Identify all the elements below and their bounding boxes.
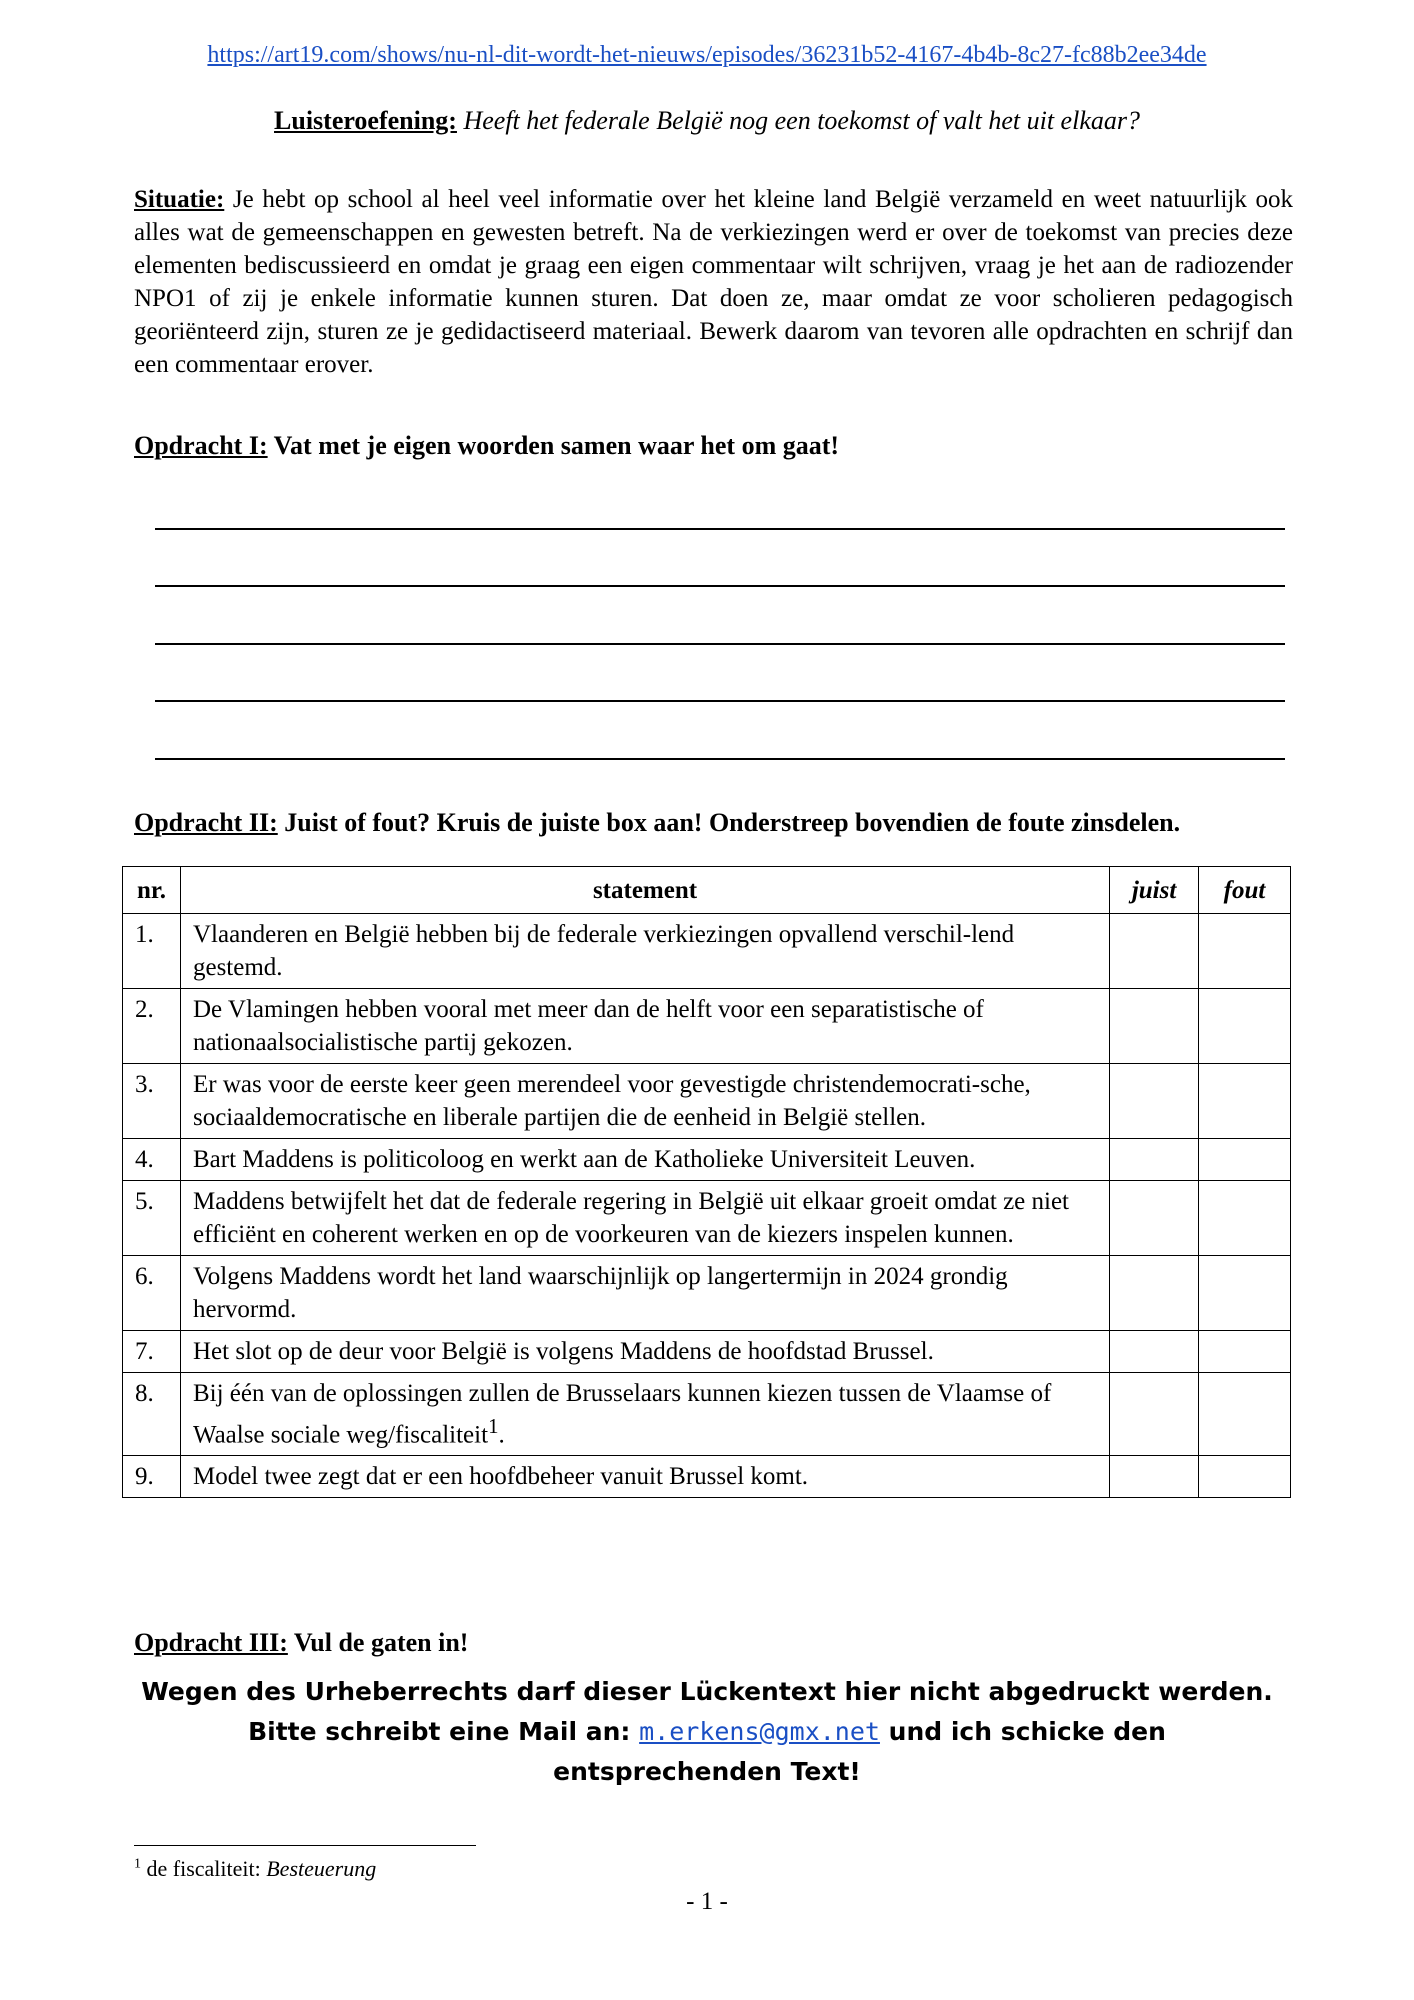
juist-checkbox[interactable] [1110, 1139, 1199, 1181]
title-label: Luisteroefening: [274, 106, 457, 135]
juist-checkbox[interactable] [1110, 1373, 1199, 1456]
fout-checkbox[interactable] [1199, 1181, 1291, 1256]
row-number: 6. [123, 1256, 181, 1331]
row-statement: Maddens betwijfelt het dat de federale regering in België uit elkaar groeit omdat ze niet efficiënt en coherent werken en op de voorkeuren van de kiezers inspelen kunnen. [180, 1181, 1109, 1256]
footnote-term: de fiscaliteit: [146, 1856, 261, 1881]
opdracht-2-label: Opdracht II: [134, 808, 278, 837]
header-fout: fout [1199, 867, 1291, 914]
page-title [0, 106, 1414, 136]
juist-checkbox[interactable] [1110, 989, 1199, 1064]
juist-checkbox[interactable] [1110, 1331, 1199, 1373]
source-url-link[interactable]: https://art19.com/shows/nu-nl-dit-wordt-het-nieuws/episodes/36231b52-4167-4b4b-8c27-fc88b2ee34de [207, 42, 1207, 68]
row-number: 7. [123, 1331, 181, 1373]
opdracht-2-text: Juist of fout? Kruis de juiste box aan! Onderstreep bovendien de foute zinsdelen. [284, 808, 1181, 837]
row-statement: Het slot op de deur voor België is volgens Maddens de hoofdstad Brussel. [180, 1331, 1109, 1373]
writing-line[interactable] [155, 585, 1285, 587]
opdracht-1-label: Opdracht I: [134, 431, 268, 460]
header-juist: juist [1110, 867, 1199, 914]
opdracht-1-text: Vat met je eigen woorden samen waar het om gaat! [273, 431, 840, 460]
row-statement: Model twee zegt dat er een hoofdbeheer vanuit Brussel komt. [180, 1456, 1109, 1498]
header-statement: statement [180, 867, 1109, 914]
table-row [123, 1064, 1291, 1139]
table-row [123, 1373, 1291, 1456]
row-statement: De Vlamingen hebben vooral met meer dan de helft voor een separatistische of nationaalsocialistische partij gekozen. [180, 989, 1109, 1064]
table-row [123, 1256, 1291, 1331]
table-row [123, 989, 1291, 1064]
fout-checkbox[interactable] [1199, 1373, 1291, 1456]
footnote-divider [134, 1845, 476, 1846]
row-statement [180, 1373, 1109, 1456]
opdracht-3-heading [134, 1628, 468, 1658]
fout-checkbox[interactable] [1199, 1064, 1291, 1139]
notice-line-1: Wegen des Urheberrechts darf dieser Lückentext hier nicht abgedruckt werden. [141, 1677, 1273, 1706]
footnote-mark: 1 [134, 1856, 141, 1872]
footnote-translation: Besteuerung [266, 1856, 377, 1881]
juist-checkbox[interactable] [1110, 1256, 1199, 1331]
juist-checkbox[interactable] [1110, 1456, 1199, 1498]
fout-checkbox[interactable] [1199, 989, 1291, 1064]
row-statement: Vlaanderen en België hebben bij de federale verkiezingen opvallend verschil-lend gestemd. [180, 914, 1109, 989]
row-statement: Bart Maddens is politicoloog en werkt aan de Katholieke Universiteit Leuven. [180, 1139, 1109, 1181]
page-number: - 1 - [686, 1888, 728, 1915]
juist-checkbox[interactable] [1110, 914, 1199, 989]
row-statement: Volgens Maddens wordt het land waarschijnlijk op langertermijn in 2024 grondig hervormd. [180, 1256, 1109, 1331]
statement-table [122, 866, 1291, 1498]
situatie-label: Situatie: [134, 186, 225, 213]
opdracht-3-text: Vul de gaten in! [293, 1628, 469, 1657]
notice-line-2-end: und ich schicke den [888, 1717, 1166, 1746]
writing-line[interactable] [155, 758, 1285, 760]
row-number: 5. [123, 1181, 181, 1256]
juist-checkbox[interactable] [1110, 1064, 1199, 1139]
writing-line[interactable] [155, 643, 1285, 645]
juist-checkbox[interactable] [1110, 1181, 1199, 1256]
footnote-reference: 1 [488, 1414, 499, 1438]
situatie-text: Je hebt op school al heel veel informatie over het kleine land België verzameld en weet natuurlijk ook alles wat de gemeenschappen en gewesten betreft. Na de verkiezingen werd er over de toekomst van precies deze elementen bediscussieerd en omdat je graag een eigen commentaar wilt schrijven, vraag je het aan de radiozender NPO1 of zij je enkele informatie kunnen sturen. Dat doen ze, maar omdat ze voor scholieren pedagogisch georiënteerd zijn, sturen ze je gedidactiseerd materiaal. Bewerk daarom van tevoren alle opdrachten en schrijf dan een commentaar erover. [134, 186, 1293, 378]
opdracht-3-label: Opdracht III: [134, 1628, 288, 1657]
row-number: 9. [123, 1456, 181, 1498]
writing-line[interactable] [155, 700, 1285, 702]
opdracht-1-heading [134, 431, 839, 461]
footnote [134, 1856, 376, 1882]
row-statement: Er was voor de eerste keer geen merendeel voor gevestigde christendemocrati-sche, sociaaldemocratische en liberale partijen die de eenheid in België stellen. [180, 1064, 1109, 1139]
notice-line-2 [0, 1712, 1414, 1752]
row-number: 2. [123, 989, 181, 1064]
opdracht-2-heading [134, 808, 1180, 838]
writing-line[interactable] [155, 528, 1285, 530]
row-statement-text: Bij één van de oplossingen zullen de Brusselaars kunnen kiezen tussen de Vlaamse of Waalse sociale weg/fiscaliteit [192, 1380, 1052, 1449]
table-header-row [123, 867, 1291, 914]
row-statement-end: . [498, 1421, 505, 1449]
notice-line-2-start: Bitte schreibt eine Mail an: [248, 1717, 631, 1746]
table-row [123, 914, 1291, 989]
fout-checkbox[interactable] [1199, 1331, 1291, 1373]
table-row [123, 1331, 1291, 1373]
table-row [123, 1139, 1291, 1181]
email-link[interactable]: m.erkens@gmx.net [639, 1717, 880, 1746]
fout-checkbox[interactable] [1199, 1456, 1291, 1498]
fout-checkbox[interactable] [1199, 1256, 1291, 1331]
notice-line-3: entsprechenden Text! [553, 1757, 861, 1786]
table-row [123, 1181, 1291, 1256]
title-text: Heeft het federale België nog een toekomst of valt het uit elkaar? [463, 106, 1140, 135]
copyright-notice [0, 1672, 1414, 1792]
row-number: 4. [123, 1139, 181, 1181]
header-nr: nr. [123, 867, 181, 914]
situatie-paragraph [134, 183, 1293, 381]
fout-checkbox[interactable] [1199, 914, 1291, 989]
row-number: 3. [123, 1064, 181, 1139]
fout-checkbox[interactable] [1199, 1139, 1291, 1181]
row-number: 1. [123, 914, 181, 989]
row-number: 8. [123, 1373, 181, 1456]
table-row [123, 1456, 1291, 1498]
